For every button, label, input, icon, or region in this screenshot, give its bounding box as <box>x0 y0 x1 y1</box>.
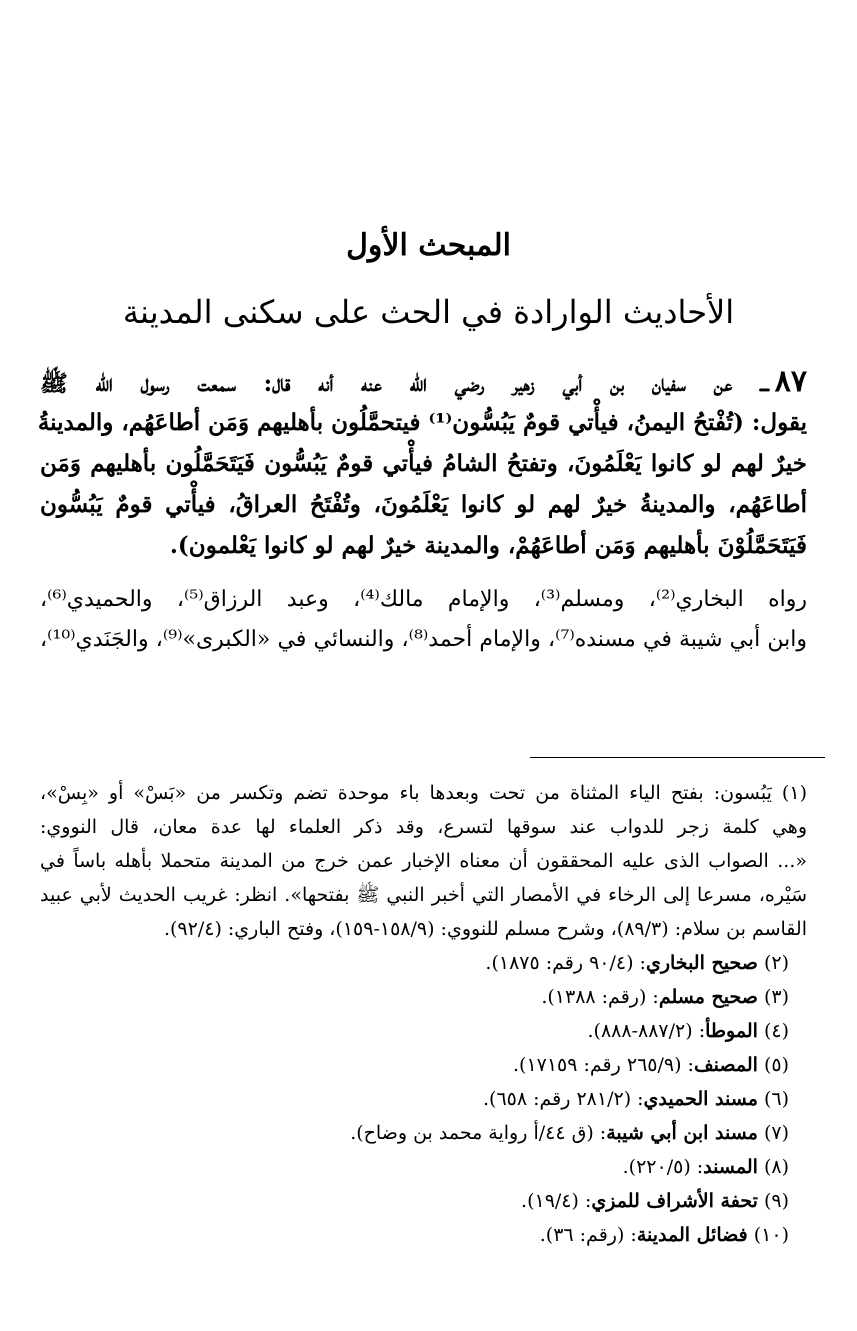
hadith-line-1 <box>40 362 807 402</box>
footnote-number: (٧) <box>763 1122 789 1144</box>
hadith-number: ٨٧ <box>774 364 807 399</box>
footnote-source: صحيح البخاري <box>645 952 758 974</box>
footnote-1-line-5: القاسم بن سلام: (٨٩/٣)، وشرح مسلم للنووي: (١٥٨/٩-١٥٩)، وفتح الباري: (٩٢/٤). <box>163 918 807 940</box>
footnote-1-line-4: سَيْره، مسرعا إلى الرخاء في الأمصار التي أخبر النبي ﷺ بفتحها». انظر: غريب الحديث لأبي عبيد <box>40 884 807 906</box>
footnote-ref: : (ق ٤٤/أ رواية محمد بن وضاح). <box>350 1122 607 1144</box>
footnote-number: (٩) <box>763 1190 789 1212</box>
narrators-line-2: وابن أبي شيبة في مسنده⁽⁷⁾، والإمام أحمد⁽⁸⁾، والنسائي في «الكبرى»⁽⁹⁾، والجَنَدي⁽¹⁰⁾، <box>40 627 807 652</box>
footnote-9 <box>40 1184 789 1218</box>
footnote-1-line-3: «... الصواب الذى عليه المحققون أن معناه الإخبار عمن خرج من المدينة متحملا بأهله باساً في <box>40 850 807 872</box>
footnote-7 <box>40 1116 789 1150</box>
footnote-2 <box>40 946 789 980</box>
footnote-number: (٨) <box>763 1156 789 1178</box>
footnote-5 <box>40 1048 789 1082</box>
footnote-source: مسند ابن أبي شيبة <box>606 1122 758 1144</box>
footnote-number: (٦) <box>763 1088 789 1110</box>
footnote-source: صحيح مسلم <box>658 986 758 1008</box>
footnote-4 <box>40 1014 789 1048</box>
footnote-number: (٣) <box>763 986 789 1008</box>
hadith-line-2: يقول: (تُفْتحُ اليمنُ، فيأْتي قومٌ يَبُسُّون⁽¹⁾ فيتحمَّلُون بأهليهم وَمَن أطاعَهُم، والمدينةُ <box>37 409 807 436</box>
hadith-line-5: فَيَتَحَمَّلُوْنَ بأهليهم وَمَن أطاعَهُمْ، والمدينة خيرٌ لهم لو كانوا يَعْلمون). <box>169 532 807 559</box>
footnote-number: (٥) <box>763 1054 789 1076</box>
section-title: المبحث الأول <box>346 228 511 263</box>
footnote-ref: : (رقم: ٣٦). <box>539 1224 637 1246</box>
hadith-line-3: خيرٌ لهم لو كانوا يَعْلَمُونَ، وتفتحُ الشامُ فيأْتي قومٌ يَبُسُّون فَيَتَحَمَّلُون بأهليهم وَمَن <box>40 450 807 477</box>
footnote-10 <box>40 1218 789 1252</box>
footnote-8 <box>40 1150 789 1184</box>
section-subtitle: الأحاديث الوارادة في الحث على سكنى المدينة <box>122 293 735 331</box>
footnote-number: (١٠) <box>753 1224 789 1246</box>
footnote-ref: : (٨٨٧/٢-٨٨٨). <box>587 1020 706 1042</box>
footnote-source: تحفة الأشراف للمزي <box>591 1190 758 1212</box>
footnote-ref: : (رقم: ١٣٨٨). <box>541 986 659 1008</box>
footnote-1-line-2: وهي كلمة زجر للدواب عند سوقها لتسرع، وقد ذكر العلماء لها عدة معان، قال النووي: <box>40 816 807 838</box>
footnote-source: فضائل المدينة <box>636 1224 748 1246</box>
footnote-source: الموطأ <box>705 1020 758 1042</box>
hadith-line-4: أطاعَهُم، والمدينةُ خيرٌ لهم لو كانوا يَعْلَمُونَ، وتُفْتَحُ العراقُ، فيأْتي قومٌ يَبُسُّون <box>40 491 807 518</box>
footnote-6 <box>40 1082 789 1116</box>
footnote-source: مسند الحميدي <box>643 1088 758 1110</box>
footnote-1-line-1: (١) يَبُسون: بفتح الياء المثناة من تحت وبعدها باء موحدة تضم وتكسر من «بَسْ» أو «بِسْ»، <box>40 782 807 804</box>
footnote-source: المسند <box>703 1156 758 1178</box>
footnote-ref: : (١٩/٤). <box>521 1190 592 1212</box>
footnote-3 <box>40 980 789 1014</box>
footnote-ref: : (٢٦٥/٩ رقم: ١٧١٥٩). <box>512 1054 694 1076</box>
footnote-ref: : (٢٨١/٢ رقم: ٦٥٨). <box>482 1088 644 1110</box>
footnote-source: المصنف <box>693 1054 758 1076</box>
hadith-text-1: ـــ عن سفيان بن أبي زهير رضي الله عنه أنه قال: سمعت رسول الله ﷺ <box>40 370 769 397</box>
footnote-number: (٢) <box>763 952 789 974</box>
footnote-ref: : (٢٢٠/٥). <box>622 1156 704 1178</box>
narrators-line-1: رواه البخاري⁽²⁾، ومسلم⁽³⁾، والإمام مالك⁽⁴⁾، وعبد الرزاق⁽⁵⁾، والحميدي⁽⁶⁾، <box>40 587 807 612</box>
footnote-number: (٤) <box>763 1020 789 1042</box>
footnote-separator <box>530 757 825 758</box>
footnote-ref: : (٩٠/٤ رقم: ١٨٧٥). <box>485 952 646 974</box>
